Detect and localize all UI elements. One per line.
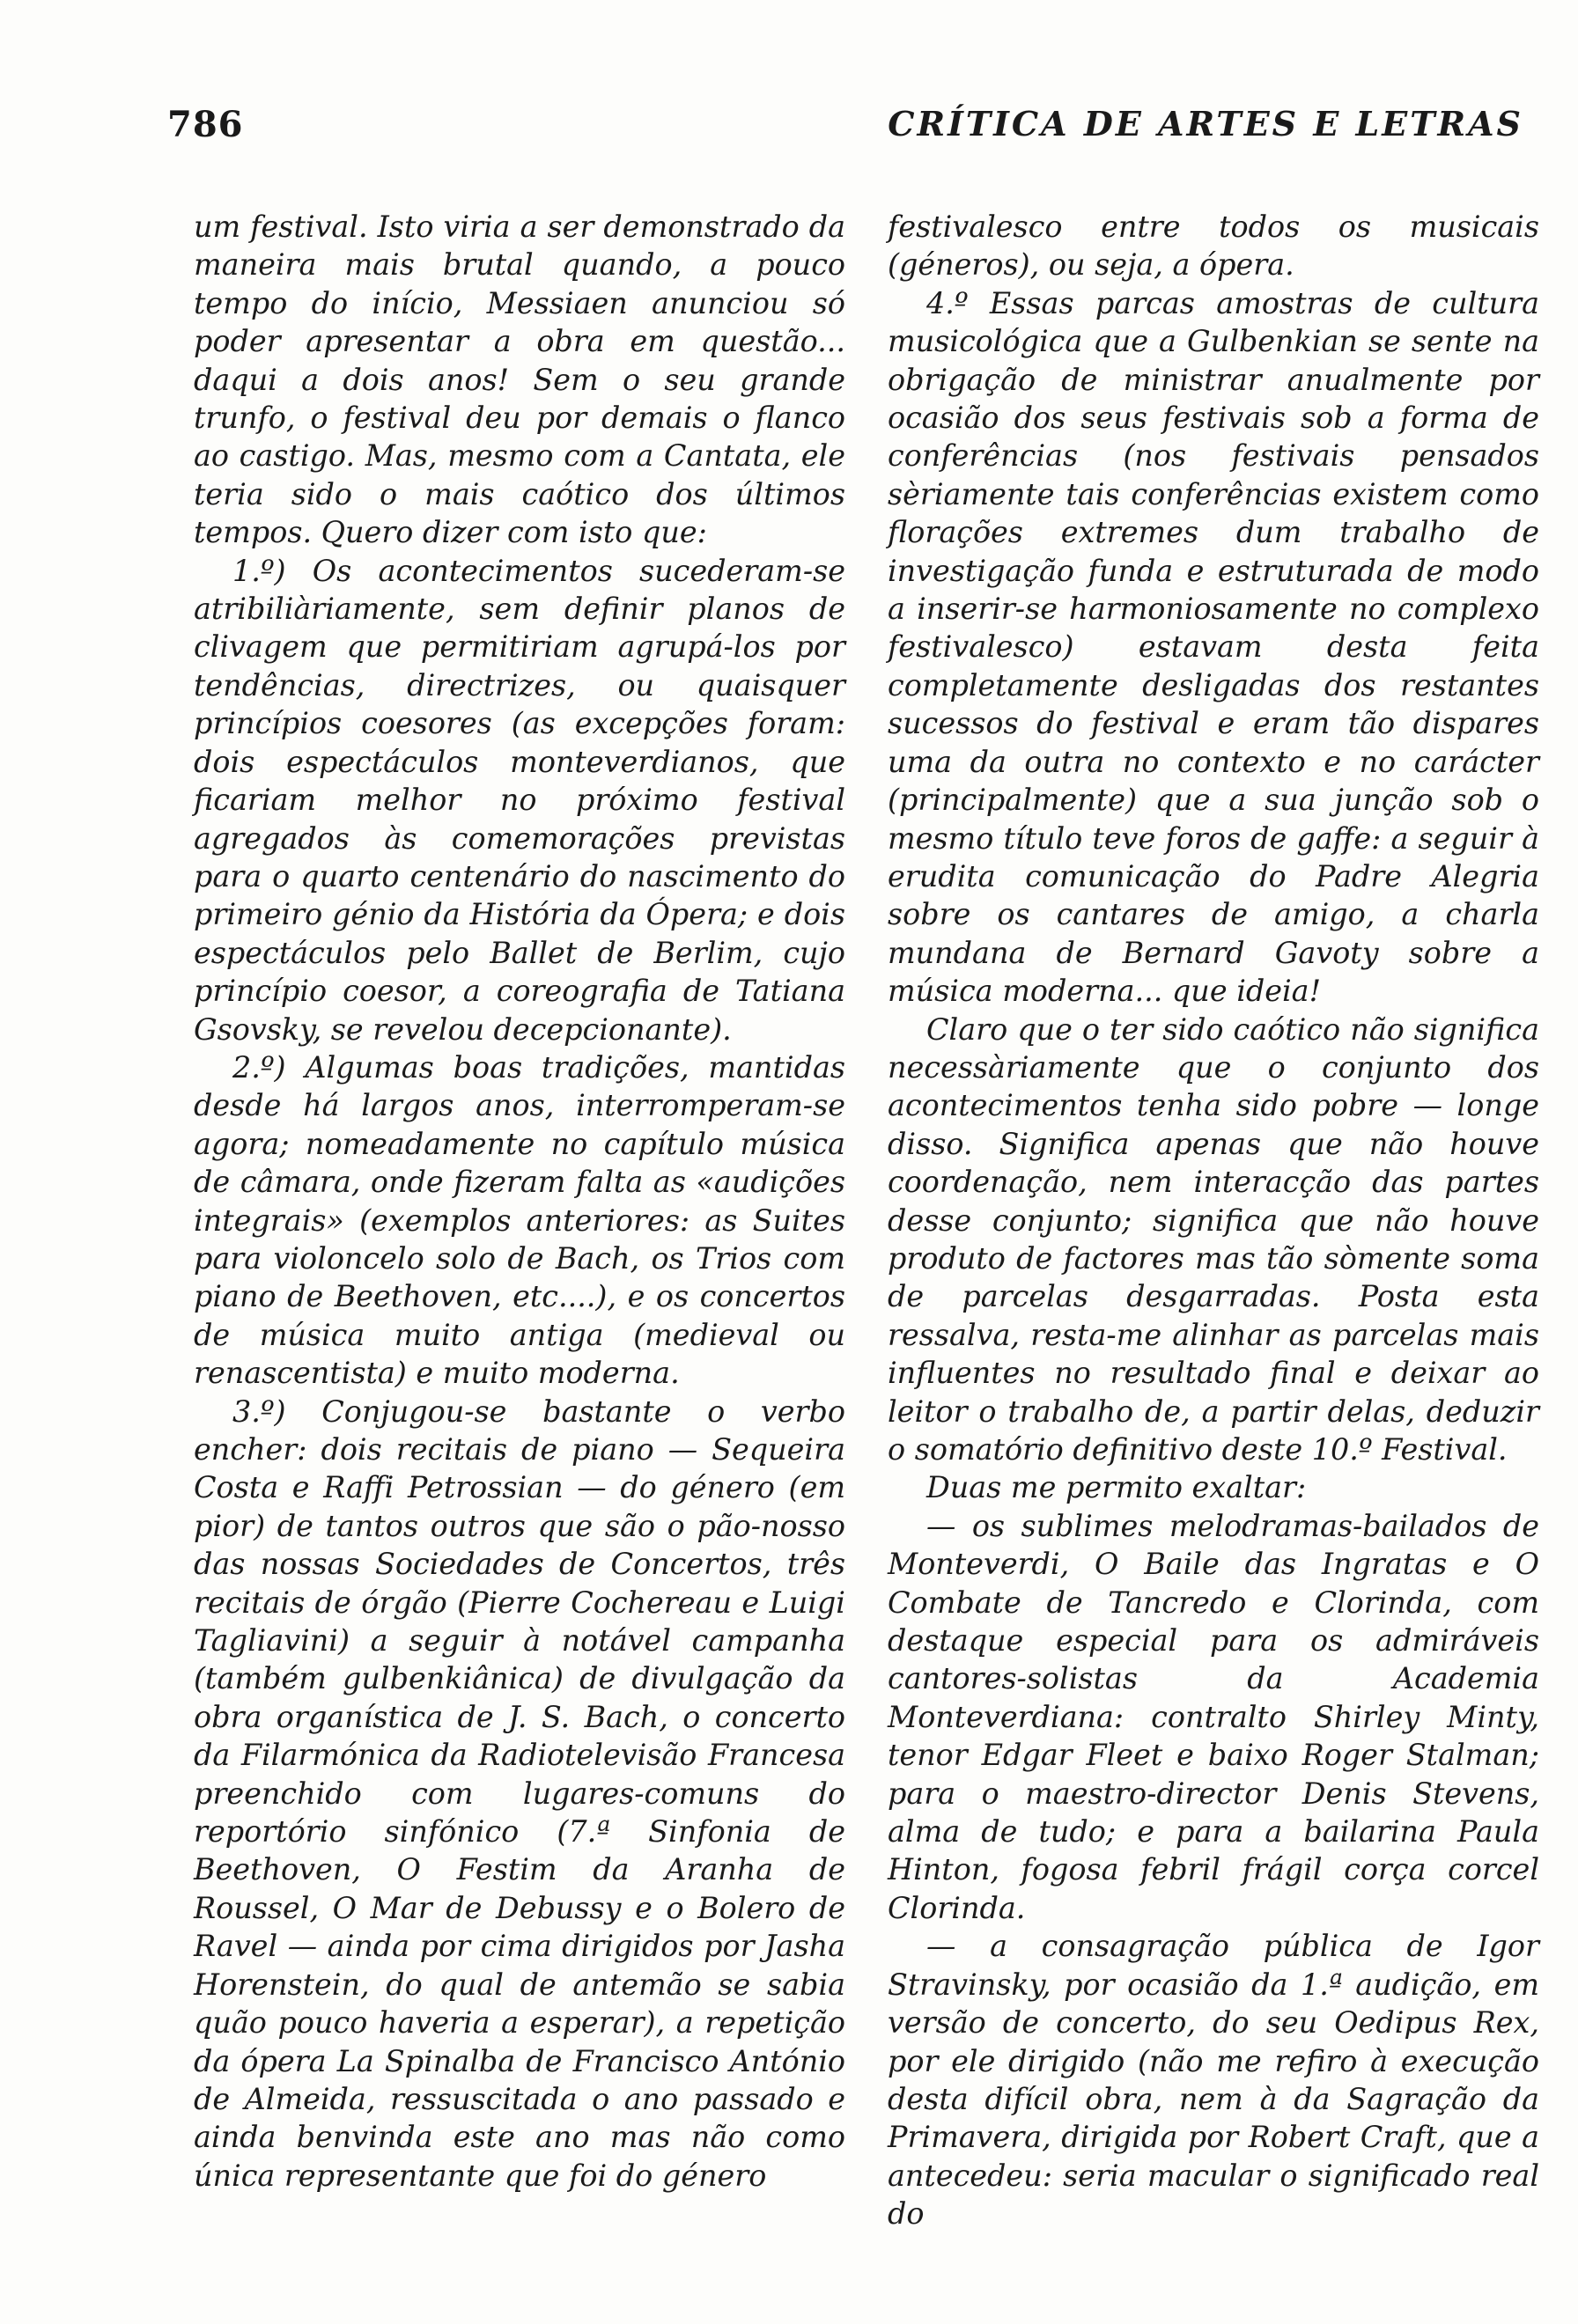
running-title: CRÍTICA DE ARTES E LETRAS	[888, 104, 1523, 143]
paragraph: um festival. Isto viria a ser demonstrado da maneira mais brutal quando, a pouco tempo do início, Messiaen anunciou só poder apresentar a obra em questão... daqui a dois anos! Sem o seu grande trunfo, o festival deu por demais o flanco ao castigo. Mas, mesmo com a Cantata, ele teria sido o mais caótico dos últimos tempos. Quero dizer com isto que:	[194, 210, 845, 550]
paragraph: Duas me permito exaltar:	[926, 1470, 1307, 1505]
paragraph: festivalesco entre todos os musicais (géneros), ou seja, a ópera.	[888, 210, 1539, 283]
paragraph: 2.º) Algumas boas tradições, mantidas desde há largos anos, interromperam-se agora; nomeadamente no capítulo música de câmara, onde fizeram falta as «audições integrais» (exemplos anteriores: as Suites para violoncelo solo de Bach, os Trios com piano de Beethoven, etc....), e os concertos de música muito antiga (medieval ou renascentista) e muito moderna.	[194, 1049, 845, 1391]
paragraph: 3.º) Conjugou-se bastante o verbo encher: dois recitais de piano — Sequeira Costa e Raffi Petrossian — do género (em pior) de tantos outros que são o pão-nosso das nossas Sociedades de Concertos, três recitais de órgão (Pierre Cochereau e Luigi Tagliavini) a seguir à notável campanha (também gulbenkiânica) de divulgação da obra organística de J. S. Bach, o concerto da Filarmónica da Radiotelevisão Francesa preenchido com lugares-comuns do reportório sinfónico (7.ª Sinfonia de Beethoven, O Festim da Aranha de Roussel, O Mar de Debussy e o Bolero de Ravel — ainda por cima dirigidos por Jasha Horenstein, do qual de antemão se sabia quão pouco haveria a esperar), a repetição da ópera La Spinalba de Francisco António de Almeida, ressuscitada o ano passado e ainda benvinda este ano mas não como única representante que foi do género	[194, 1394, 845, 2193]
page-header	[167, 104, 1523, 157]
paragraph: — a consagração pública de Igor Stravinsky, por ocasião da 1.ª audição, em versão de concerto, do seu Oedipus Rex, por ele dirigido (não me refiro à execução desta difícil obra, nem à da Sagração da Primavera, dirigida por Robert Craft, que a antecedeu: seria macular o significado real do	[888, 1929, 1539, 2232]
paragraph: — os sublimes melodramas-bailados de Monteverdi, O Baile das Ingratas e O Combate de Tancredo e Clorinda, com destaque especial para os admiráveis cantores-solistas da Academia Monteverdiana: contralto Shirley Minty, tenor Edgar Fleet e baixo Roger Stalman; para o maestro-director Denis Stevens, alma de tudo; e para a bailarina Paula Hinton, fogosa febril frágil corça corcel Clorinda.	[888, 1508, 1539, 1925]
left-column	[194, 208, 845, 2195]
paragraph: 4.º Essas parcas amostras de cultura musicológica que a Gulbenkian se sente na obrigação de ministrar anualmente por ocasião dos seus festivais sob a forma de conferências (nos festivais pensados sèriamente tais conferências existem como florações extremes dum trabalho de investigação funda e estruturada de modo a inserir-se harmoniosamente no complexo festivalesco) estavam desta feita completamente desligadas dos restantes sucessos do festival e eram tão dispares uma da outra no contexto e no carácter (principalmente) que a sua junção sob o mesmo título teve foros de gaffe: a seguir à erudita comunicação do Padre Alegria sobre os cantares de amigo, a charla mundana de Bernard Gavoty sobre a música moderna... que ideia!	[888, 285, 1539, 1009]
page-number: 786	[167, 104, 244, 145]
paragraph: 1.º) Os acontecimentos sucederam-se atribiliàriamente, sem definir planos de clivagem que permitiriam agrupá-los por tendências, directrizes, ou quaisquer princípios coesores (as excepções foram: dois espectáculos monteverdianos, que ficariam melhor no próximo festival agregados às comemorações previstas para o quarto centenário do nascimento do primeiro génio da História da Ópera; e dois espectáculos pelo Ballet de Berlim, cujo princípio coesor, a coreografia de Tatiana Gsovsky, se revelou decepcionante).	[194, 553, 845, 1047]
paragraph: Claro que o ter sido caótico não significa necessàriamente que o conjunto dos acontecimentos tenha sido pobre — longe disso. Significa apenas que não houve coordenação, nem interacção das partes desse conjunto; significa que não houve produto de factores mas tão sòmente soma de parcelas desgarradas. Posta esta ressalva, resta-me alinhar as parcelas mais influentes no resultado final e deixar ao leitor o trabalho de, a partir delas, deduzir o somatório definitivo deste 10.º Festival.	[888, 1011, 1539, 1467]
right-column	[888, 208, 1539, 2233]
